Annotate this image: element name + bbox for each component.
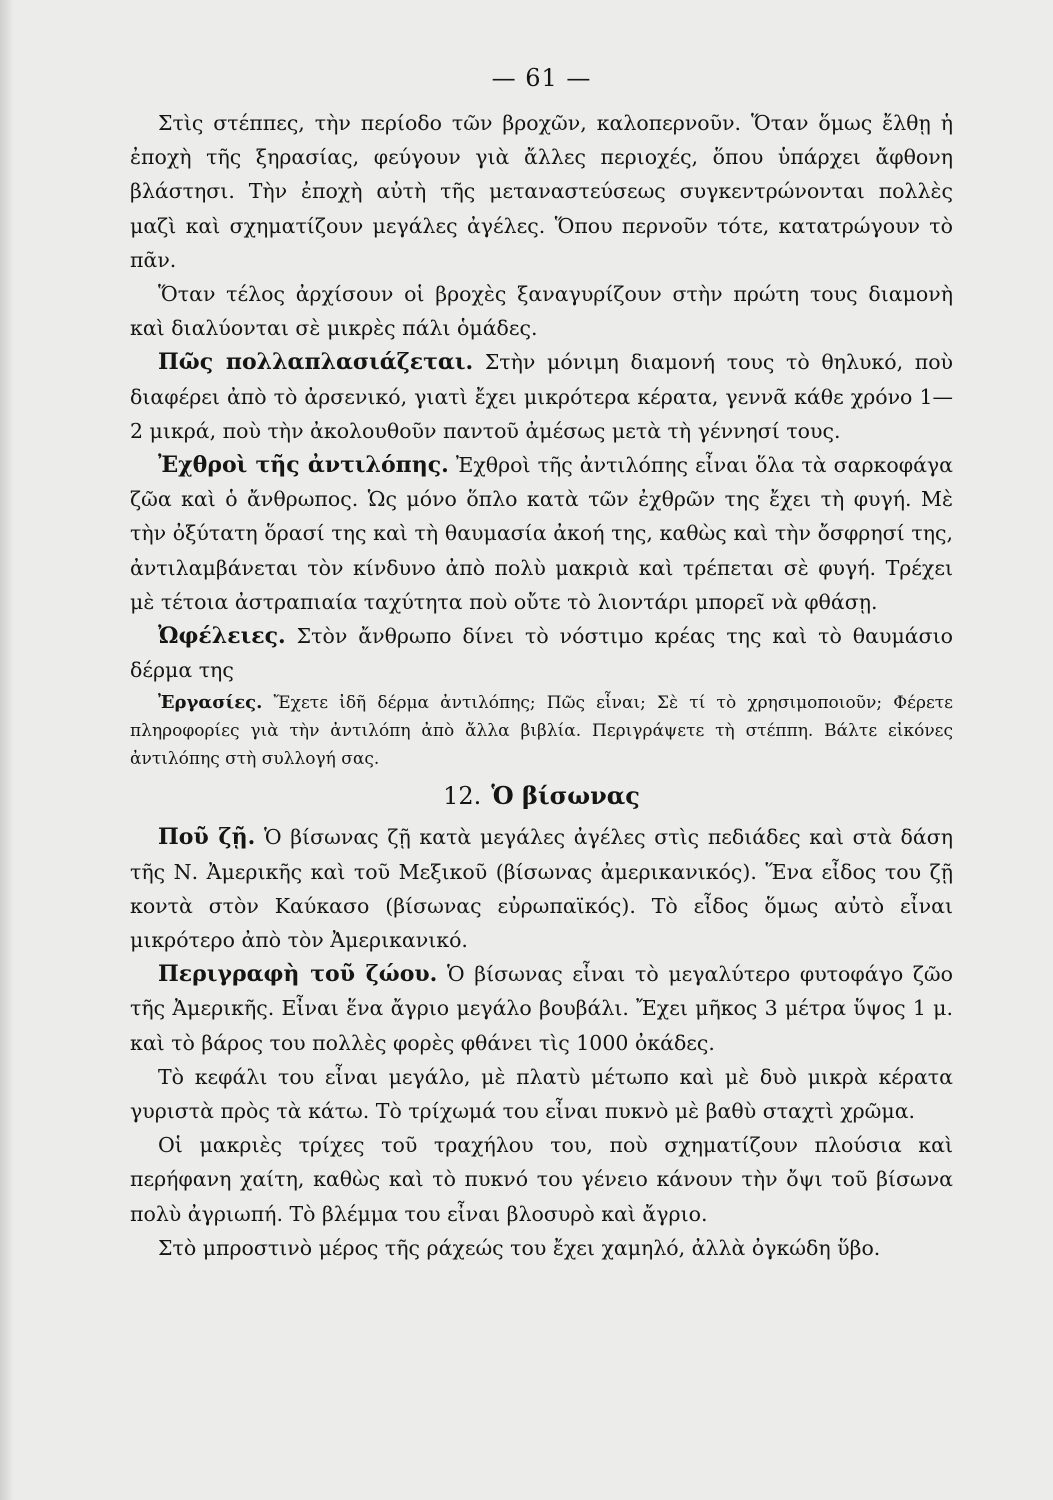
paragraph-heading: Ἐχθροὶ τῆς ἀντιλόπης. xyxy=(158,452,449,479)
paragraph-hump xyxy=(130,1231,953,1265)
paragraph-heading: Ὠφέλειες. xyxy=(158,623,286,650)
paragraph-head xyxy=(130,1060,953,1128)
paragraph-heading: Περιγραφὴ τοῦ ζώου. xyxy=(158,961,438,988)
paragraph-heading: Ποῦ ζῇ. xyxy=(158,824,256,851)
paragraph-mane xyxy=(130,1128,953,1231)
paragraph-text: Ὅταν τέλος ἀρχίσουν οἱ βροχὲς ξαναγυρίζουν στὴν πρώτη τους διαμονὴ καὶ διαλύονται σὲ μικρὲς πάλι ὁμάδες. xyxy=(130,282,953,341)
exercises xyxy=(130,689,953,773)
section-number: 12. xyxy=(443,782,482,811)
paragraph-description xyxy=(130,957,953,1060)
paragraph-text: Ἐχθροὶ τῆς ἀντιλόπης εἶναι ὅλα τὰ σαρκοφάγα ζῶα καὶ ὁ ἄνθρωπος. Ὡς μόνο ὅπλο κατὰ τῶν ἐχθρῶν της ἔχει τὴ φυγή. Μὲ τὴν ὀξύτατη ὅρασί της καὶ τὴ θαυμασία ἀκοή της, καθὼς καὶ τὴν ὄσφρησί της, ἀντιλαμβάνεται τὸν κίνδυνο ἀπὸ πολὺ μακριὰ καὶ τρέπεται σὲ φυγή. Τρέχει μὲ τέτοια ἀστραπιαία ταχύτητα ποὺ οὔτε τὸ λιοντάρι μπορεῖ νὰ φθάσῃ. xyxy=(130,453,954,614)
section-title xyxy=(130,781,953,810)
paragraph-text: Ὁ βίσωνας ζῇ κατὰ μεγάλες ἀγέλες στὶς πεδιάδες καὶ στὰ δάση τῆς Ν. Ἀμερικῆς καὶ τοῦ Μεξικοῦ (βίσωνας ἀμερικανικός). Ἕνα εἶδος του ζῇ κοντὰ στὸν Καύκασο (βίσωνας εὐρωπαϊκός). Τὸ εἶδος ὅμως αὐτὸ εἶναι μικρότερο ἀπὸ τὸν Ἀμερικανικό. xyxy=(130,825,954,953)
paragraph-return xyxy=(130,277,953,345)
paragraph-text: Στὸ μπροστινὸ μέρος τῆς ράχεώς του ἔχει χαμηλό, ἀλλὰ ὀγκώδη ὕβο. xyxy=(158,1235,881,1260)
paragraph-text: Οἱ μακριὲς τρίχες τοῦ τραχήλου του, ποὺ σχηματίζουν πλούσια καὶ περήφανη χαίτη, καθὼς καὶ τὸ πυκνό του γένειο κάνουν τὴν ὄψι τοῦ βίσωνα πολὺ ἀγριωπή. Τὸ βλέμμα του εἶναι βλοσυρὸ καὶ ἄγριο. xyxy=(130,1133,953,1226)
paragraph-benefits xyxy=(130,619,953,687)
paragraph-enemies xyxy=(130,448,953,619)
section-heading: Ὁ βίσωνας xyxy=(491,781,640,811)
page-edge-shadow xyxy=(0,0,14,1500)
exercises-text: Ἔχετε ἰδῆ δέρμα ἀντιλόπης; Πῶς εἶναι; Σὲ τί τὸ χρησιμοποιοῦν; Φέρετε πληροφορίες γιὰ τὴν ἀντιλόπη ἀπὸ ἄλλα βιβλία. Περιγράψετε τὴ στέππη. Βάλτε εἰκόνες ἀντιλόπης στὴ συλλογή σας. xyxy=(130,693,953,770)
paragraph-habitat xyxy=(130,820,953,957)
paragraph-text: Στὴν μόνιμη διαμονή τους τὸ θηλυκό, ποὺ διαφέρει ἀπὸ τὸ ἀρσενικό, γιατὶ ἔχει μικρότερα κέρατα, γεννᾶ κάθε χρόνο 1—2 μικρά, ποὺ τὴν ἀκολουθοῦν παντοῦ ἀμέσως μετὰ τὴ γέννησί τους. xyxy=(130,350,954,443)
paragraph-heading: Πῶς πολλαπλασιάζεται. xyxy=(158,349,474,376)
paragraph-steppe-migration xyxy=(130,106,953,277)
paragraph-text: Ὁ βίσωνας εἶναι τὸ μεγαλύτερο φυτοφάγο ζῶο τῆς Ἀμερικῆς. Εἶναι ἕνα ἄγριο μεγάλο βουβάλι. Ἔχει μῆκος 3 μέτρα ὕψος 1 μ. καὶ τὸ βάρος του πολλὲς φορὲς φθάνει τὶς 1000 ὀκάδες. xyxy=(130,962,953,1055)
page-number: — 61 — xyxy=(491,64,592,92)
exercises-heading: Ἐργασίες. xyxy=(158,692,263,714)
paragraph-text: Στὶς στέππες, τὴν περίοδο τῶν βροχῶν, καλοπερνοῦν. Ὅταν ὅμως ἔλθῃ ἡ ἐποχὴ τῆς ξηρασίας, φεύγουν γιὰ ἄλλες περιοχές, ὅπου ὑπάρχει ἄφθονη βλάστησι. Τὴν ἐποχὴ αὐτὴ τῆς μεταναστεύσεως συγκεντρώνονται πολλὲς μαζὶ καὶ σχηματίζουν μεγάλες ἀγέλες. Ὅπου περνοῦν τότε, κατατρώγουν τὸ πᾶν. xyxy=(130,111,953,272)
paragraph-text: Στὸν ἄνθρωπο δίνει τὸ νόστιμο κρέας της καὶ τὸ θαυμάσιο δέρμα της xyxy=(130,624,953,683)
paragraph-reproduction xyxy=(130,345,953,448)
paragraph-text: Τὸ κεφάλι του εἶναι μεγάλο, μὲ πλατὺ μέτωπο καὶ μὲ δυὸ μικρὰ κέρατα γυριστὰ πρὸς τὰ κάτω. Τὸ τρίχωμά του εἶναι πυκνὸ μὲ βαθὺ σταχτὶ χρῶμα. xyxy=(130,1064,953,1124)
